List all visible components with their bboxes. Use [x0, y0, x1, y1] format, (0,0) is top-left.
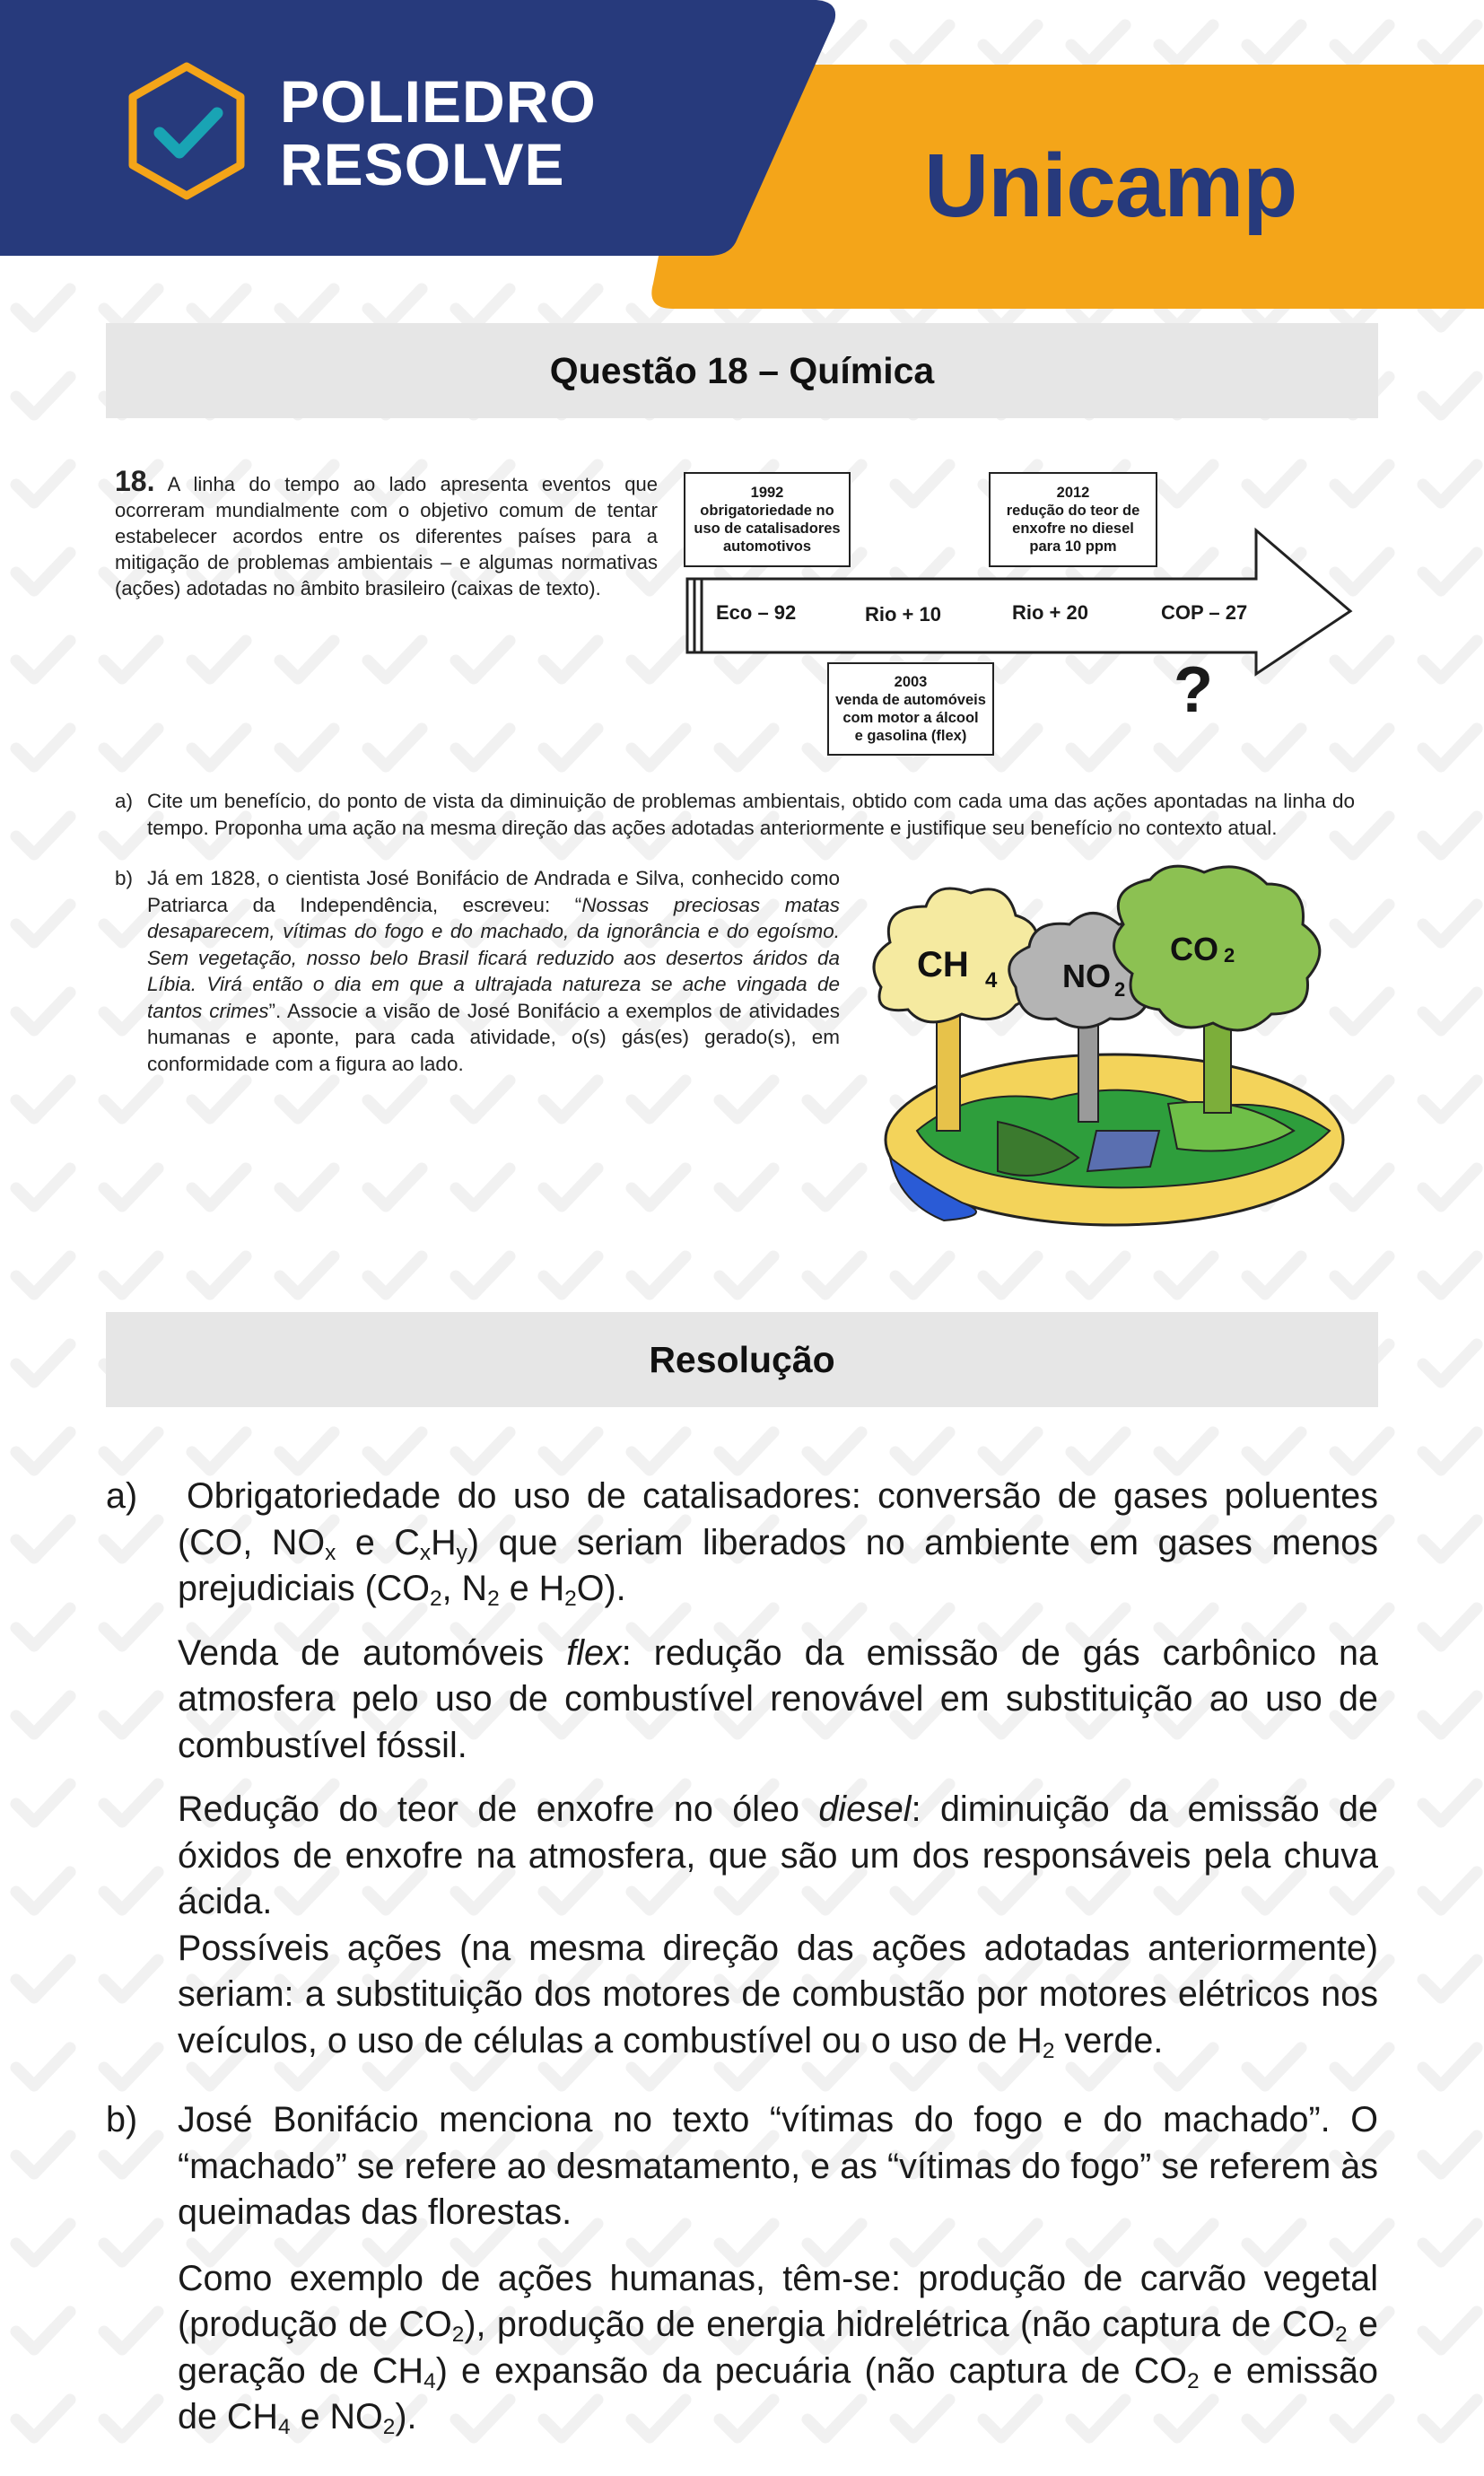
resolution-b-paragraph-1: José Bonifácio menciona no texto “vítimas do fogo e do machado”. O “machado” se refere ao desmatamento, e as “vítimas do fogo” se referem às queimadas das florestas. [178, 2100, 1378, 2232]
exam-title: Unicamp [924, 136, 1297, 236]
resolution-title-bar: Resolução [106, 1312, 1378, 1407]
figure-label-ch4: CH [917, 945, 969, 984]
brand-line-1: POLIEDRO [280, 68, 597, 135]
question-intro [115, 465, 658, 601]
timeline-event-eco92: Eco – 92 [716, 601, 797, 624]
question-item-b-quote: Nossas preciosas matas desaparecem, vítimas do fogo e do machado, da ignorância e do egoísmo. Sem vegetação, nosso belo Brasil ficará reduzido aos desertos áridos da Líbia. Virá então o dia em que a ultrajada natureza se ache vingada de tantos crimes [147, 893, 840, 1022]
timeline-event-rio20: Rio + 20 [1012, 601, 1088, 624]
resolution-a-paragraph-3: Redução do teor de enxofre no óleo diesel: diminuição da emissão de óxidos de enxofre na atmosfera, que são um dos responsáveis pela chuva ácida. [178, 1789, 1378, 1921]
timeline-unknown-mark: ? [1174, 654, 1213, 726]
question-item-a-label: a) [115, 790, 134, 812]
figure-label-no2: NO [1062, 958, 1111, 994]
timeline-box-2012 [989, 472, 1157, 567]
timeline-box-2012-line: redução do teor de [1006, 503, 1140, 519]
question-item-b [115, 865, 840, 1077]
question-intro-text: A linha do tempo ao lado apresenta eventos que ocorreram mundialmente com o objetivo comum de tentar estabelecer acordos entre os diferentes países para a mitigação de problemas ambientais – e algumas normativas (ações) adotadas no âmbito brasileiro (caixas de texto). [115, 473, 658, 599]
timeline-event-rio10: Rio + 10 [865, 603, 941, 626]
timeline-box-2012-year: 2012 [1056, 485, 1090, 501]
figure-label-co2: CO [1170, 931, 1218, 967]
resolution-item-b-label: b) [106, 2100, 138, 2139]
pollution-illustration [863, 862, 1355, 1238]
resolution-a-paragraph-1: Obrigatoriedade do uso de catalisadores: conversão de gases poluentes (CO, $NO_x$ e $C_xH_y$) que seriam liberados no ambiente em gases menos prejudiciais ($CO_2$, $N_2$ e $H_2O$). [178, 1476, 1378, 1612]
resolution-item-a-label: a) [106, 1476, 138, 1516]
timeline-box-2003 [827, 662, 994, 756]
resolution-a-paragraph-4: Possíveis ações (na mesma direção das ações adotadas anteriormente) seriam: a substituição dos motores de combustão por motores elétricos nos veículos, o uso de células a combustível ou o uso de $H_2$ verde. [178, 1928, 1378, 2063]
figure-label-ch4-sub: 4 [985, 968, 998, 993]
question-item-b-label: b) [115, 867, 134, 889]
resolution-a-paragraph-2: Venda de automóveis flex: redução da emissão de gás carbônico na atmosfera pelo uso de combustível renovável em substituição ao uso de combustível fóssil. [178, 1632, 1378, 1765]
timeline-box-1992-line: uso de catalisadores [694, 521, 841, 537]
brand-line-2: RESOLVE [280, 131, 565, 197]
question-item-a [115, 788, 1355, 841]
timeline-box-1992 [684, 472, 851, 567]
timeline-box-2003-line: e gasolina (flex) [854, 728, 967, 744]
poliedro-check-logo [124, 61, 249, 201]
question-item-a-text: Cite um benefício, do ponto de vista da diminuição de problemas ambientais, obtido com cada uma das ações apontadas na linha do tempo. Proponha uma ação na mesma direção das ações adotadas anteriormente e justifique seu benefício no contexto atual. [147, 790, 1355, 839]
question-item-b-text-2: ”. Associe a visão de José Bonifácio a exemplos de atividades humanas e aponte, para cada atividade, o(s) gás(es) gerado(s), em conformidade com a figura ao lado. [147, 999, 840, 1075]
timeline-box-1992-line: automotivos [722, 538, 812, 555]
resolution-b-paragraph-2: Como exemplo de ações humanas, têm-se: produção de carvão vegetal (produção de $CO_2$), produção de energia hidrelétrica (não captura de $CO_2$ e geração de $CH_4$) e expansão da pecuária (não captura de $CO_2$ e emissão de $CH_4$ e $NO_2$). [178, 2258, 1378, 2440]
timeline-event-cop27: COP – 27 [1161, 601, 1248, 624]
timeline-box-2003-year: 2003 [894, 674, 928, 690]
timeline-box-2012-line: para 10 ppm [1029, 538, 1117, 555]
timeline-box-1992-year: 1992 [750, 485, 784, 501]
question-item-b-text-1: Já em 1828, o cientista José Bonifácio de Andrada e Silva, conhecido como Patriarca da Independência, escreveu: “ [147, 867, 840, 916]
figure-label-co2-sub: 2 [1224, 944, 1235, 967]
resolution-item-a [106, 1474, 1378, 2064]
brand-name [280, 70, 597, 196]
timeline-box-2003-line: venda de automóveis [835, 692, 986, 708]
question-title-bar: Questão 18 – Química [106, 323, 1378, 418]
figure-label-no2-sub: 2 [1114, 978, 1126, 1001]
timeline-box-1992-line: obrigatoriedade no [700, 503, 834, 519]
question-number: 18. [115, 465, 155, 497]
resolution-item-b [106, 2097, 1378, 2441]
timeline-box-2003-line: com motor a álcool [842, 710, 979, 726]
timeline-box-2012-line: enxofre no diesel [1012, 521, 1134, 537]
